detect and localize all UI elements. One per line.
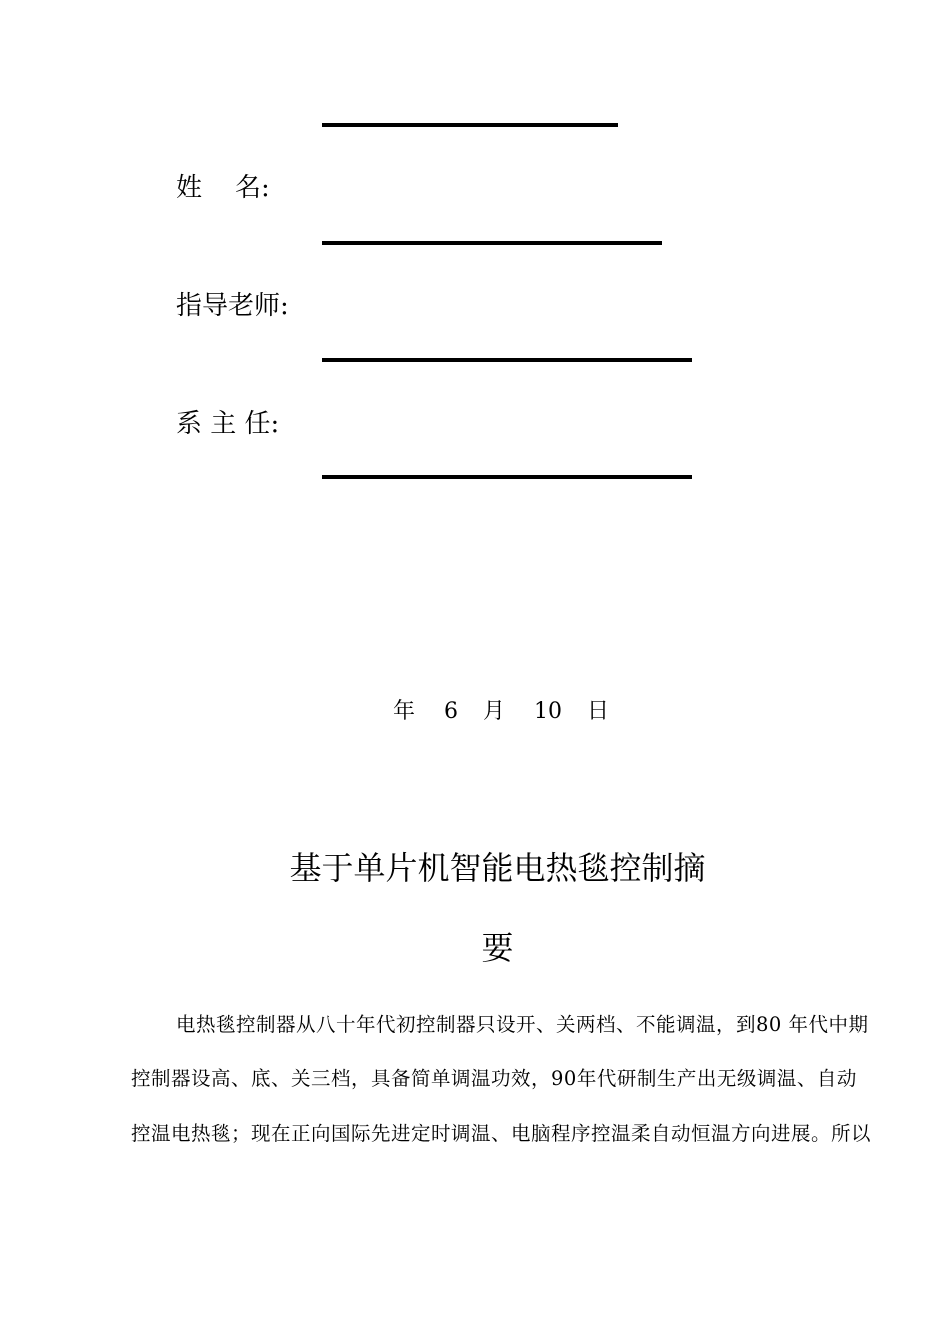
abstract-line-2: 控制器设高、底、关三档，具备简单调温功效，90年代研制生产出无级调温、自动 <box>131 1067 857 1090</box>
director-label: 系 主 任: <box>176 409 280 439</box>
name-label: 姓 名: <box>176 173 270 203</box>
abstract-line-3: 控温电热毯；现在正向国际先进定时调温、电脑程序控温柔自动恒温方向进展。所以 <box>131 1122 872 1145</box>
advisor-label: 指导老师: <box>176 291 289 321</box>
underline-top <box>322 123 618 127</box>
abstract-title-line-1: 基于单片机智能电热毯控制摘 <box>289 849 706 887</box>
abstract-line-1: 电热毯控制器从八十年代初控制器只设开、关两档、不能调温，到80 年代中期 <box>176 1013 869 1036</box>
date-year-char: 年 <box>393 699 416 724</box>
abstract-title-line-2: 要 <box>481 929 514 967</box>
name-underline <box>322 241 662 245</box>
date-day-char: 日 <box>587 699 610 724</box>
director-underline <box>322 475 692 479</box>
date-month-char: 月 <box>483 699 506 724</box>
date-month-value: 6 <box>444 699 458 724</box>
advisor-underline <box>322 358 692 362</box>
date-day-value: 10 <box>534 699 562 724</box>
